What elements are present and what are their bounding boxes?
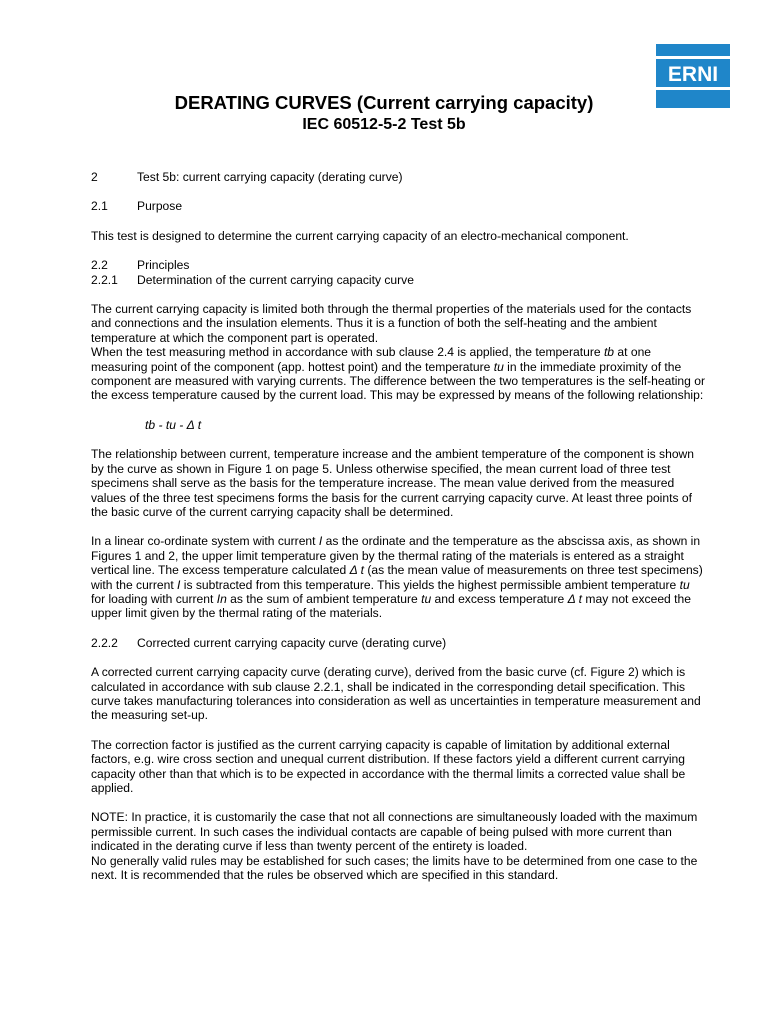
section-heading-2-2-1 bbox=[91, 273, 705, 287]
section-number: 2.2.2 bbox=[91, 635, 118, 650]
section-title: Determination of the current carrying capacity curve bbox=[137, 272, 414, 287]
note-continuation: No generally valid rules may be established for such cases; the limits have to be determined from one case to the next. It is recommended that the rules be observed which are specified in this standard. bbox=[91, 853, 698, 883]
section-heading-2-2 bbox=[91, 258, 705, 272]
paragraph-thermal-limits: The current carrying capacity is limited both through the thermal properties of the materials used for the contacts and connections and the insulation elements. Thus it is a function of both the self-heating and the ambient temperature at which the component part is operated. bbox=[91, 302, 692, 345]
paragraph-corrected-curve: A corrected current carrying capacity curve (derating curve), derived from the basic curve (cf. Figure 2) which is calculated in accordance with sub clause 2.2.1, shall be indicated in the corresponding detail specification. This curve takes manufacturing tolerances into consideration as well as uncertainties in temperature measurement and the measuring set-up. bbox=[91, 665, 701, 723]
purpose-paragraph: This test is designed to determine the current carrying capacity of an electro-mechanical component. bbox=[91, 228, 629, 243]
section-title: Corrected current carrying capacity curve (derating curve) bbox=[137, 635, 447, 650]
paragraph-relationship: The relationship between current, temperature increase and the ambient temperature of the component is shown by the curve as shown in Figure 1 on page 5. Unless otherwise specified, the mean current load of three test specimens shall serve as the basis for the temperature increase. The mean value derived from the measured values of the three test specimens forms the basis for the current carrying capacity curve. At least three points of the basic curve of the current carrying capacity shall be determined. bbox=[91, 447, 695, 519]
section-heading-2-2-2 bbox=[91, 636, 705, 650]
logo-text: ERNI bbox=[667, 63, 719, 86]
paragraph-measuring-method: When the test measuring method in accordance with sub clause 2.4 is applied, the temperature tb at one measuring point of the component (app. hottest point) and the temperature tu in the immediate proximity of the component are measured with varying currents. The difference between the two temperatures is the self-heating or the excess temperature caused by the current load. This may be expressed by means of the following relationship: bbox=[91, 345, 705, 403]
section-heading-2 bbox=[91, 170, 705, 184]
section-title: Principles bbox=[137, 258, 190, 273]
logo-stripe-top bbox=[656, 56, 730, 59]
note-paragraph: NOTE: In practice, it is customarily the case that not all connections are simultaneously loaded with the maximum permissible current. In such cases the individual contacts are capable of being pulsed with more current than indicated in the derating curve if less than twenty percent of the entirety is loaded. bbox=[91, 810, 698, 854]
section-number: 2.2 bbox=[91, 258, 108, 273]
document-subtitle: IEC 60512-5-2 Test 5b bbox=[302, 116, 466, 133]
section-number: 2.1 bbox=[91, 199, 108, 214]
paragraph-coordinate-system: In a linear co-ordinate system with current I as the ordinate and the temperature as the abscissa axis, as shown in Figures 1 and 2, the upper limit temperature given by the thermal rating of the materials is entered as a straight vertical line. The excess temperature calculated Δ t (as the mean value of measurements on three test specimens) with the current I is subtracted from this temperature. This yields the highest permissible ambient temperature tu for loading with current In as the sum of ambient temperature tu and excess temperature Δ t may not exceed the upper limit given by the thermal rating of the materials. bbox=[91, 534, 703, 621]
formula: tb - tu - Δ t bbox=[145, 417, 202, 432]
document-title: DERATING CURVES (Current carrying capacity) bbox=[174, 92, 594, 113]
section-heading-2-1 bbox=[91, 199, 705, 213]
section-number: 2.2.1 bbox=[91, 272, 118, 287]
section-title: Test 5b: current carrying capacity (derating curve) bbox=[137, 170, 403, 184]
document-body bbox=[91, 170, 705, 882]
section-title: Purpose bbox=[137, 199, 183, 214]
section-number: 2 bbox=[91, 170, 98, 184]
paragraph-correction-factor: The correction factor is justified as the current carrying capacity is capable of limitation by additional external factors, e.g. wire cross section and unequal current distribution. If these factors yield a different current carrying capacity other than that which is to be expected in accordance with the thermal limits a corrected value shall be applied. bbox=[91, 737, 686, 795]
logo-stripe-bottom bbox=[656, 87, 730, 90]
